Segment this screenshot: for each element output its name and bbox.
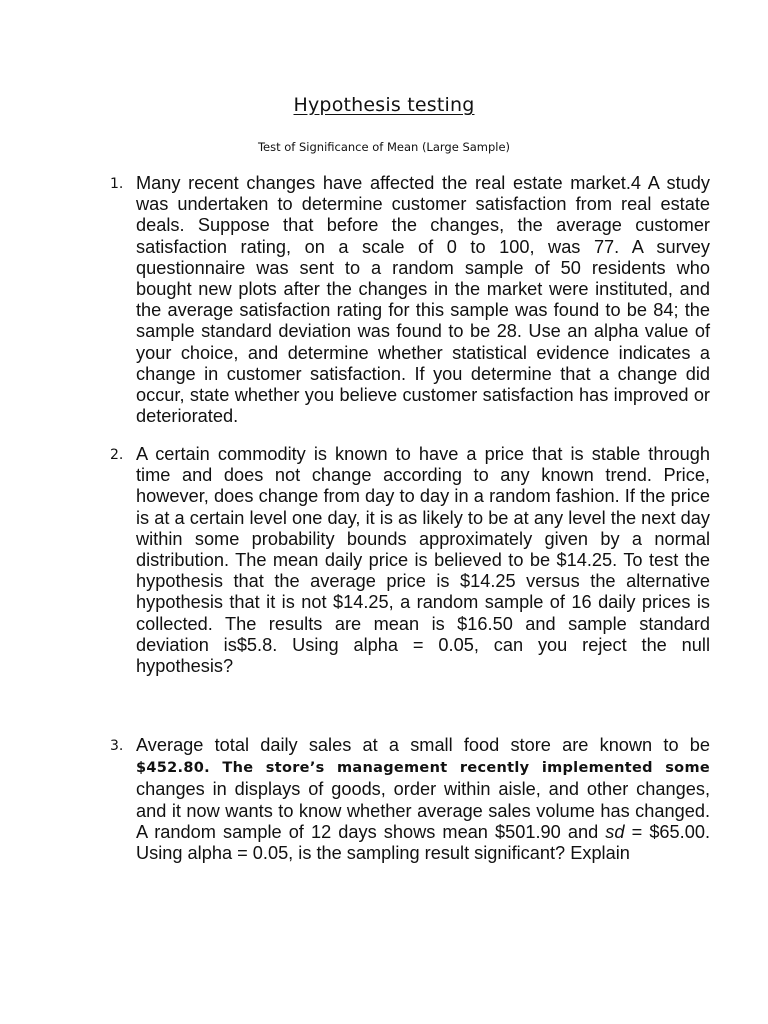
question-number: 3.	[110, 738, 124, 754]
question-text	[136, 735, 710, 864]
page-title: Hypothesis testing	[293, 94, 475, 116]
question-number: 1.	[110, 176, 124, 192]
question-text: Many recent changes have affected the real estate market.4 A study was undertaken to determine customer satisfaction from real estate deals. Suppose that before the changes, the average customer satisfaction rating, on a scale of 0 to 100, was 77. A survey questionnaire was sent to a random sample of 50 residents who bought new plots after the changes in the market were instituted, and the average satisfaction rating for this sample was found to be 84; the sample standard deviation was found to be 28. Use an alpha value of your choice, and determine whether statistical evidence indicates a change in customer satisfaction. If you determine that a change did occur, state whether you believe customer satisfaction has improved or deteriorated.	[136, 173, 710, 427]
question-text: A certain commodity is known to have a price that is stable through time and does not change according to any known trend. Price, however, does change from day to day in a random fashion. If the price is at a certain level one day, it is as likely to be at any level the next day within some probability bounds approximately given by a normal distribution. The mean daily price is believed to be $14.25. To test the hypothesis that the average price is $14.25 versus the alternative hypothesis that it is not $14.25, a random sample of 16 daily prices is collected. The results are mean is $16.50 and sample standard deviation is$5.8. Using alpha = 0.05, can you reject the null hypothesis?	[136, 444, 710, 677]
question-text-part: = $65.00. Using alpha = 0.05, is the sampling result significant? Explain	[136, 821, 710, 864]
question-text-part: changes in displays of goods, order within aisle, and other changes, and it now wants to know whether average sales volume has changed. A random sample of 12 days shows mean $501.90 and	[136, 779, 710, 842]
question-3	[110, 735, 710, 864]
question-1	[110, 173, 710, 427]
question-2	[110, 444, 710, 677]
question-text-bold: $452.80. The store’s management recently implemented some	[136, 760, 710, 777]
page-subtitle: Test of Significance of Mean (Large Sample)	[257, 140, 511, 154]
question-text-italic: sd	[605, 821, 625, 842]
question-text-part: Average total daily sales at a small food store are known to be	[136, 735, 710, 755]
question-number: 2.	[110, 447, 124, 463]
